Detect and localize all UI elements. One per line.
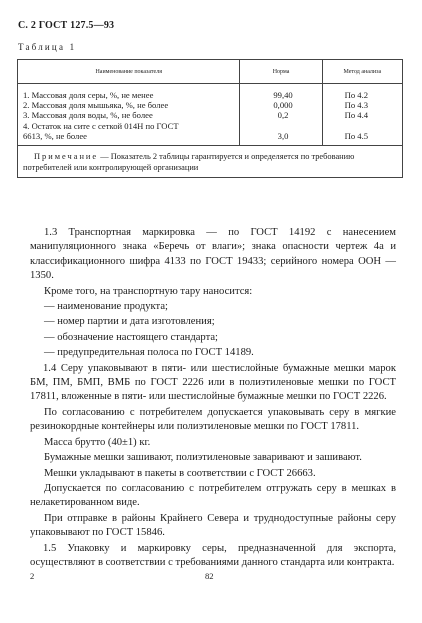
paragraph: Кроме того, на транспортную тару наносится: bbox=[44, 285, 253, 297]
indicator-name: 2. Массовая доля мышьяка, %, не более bbox=[23, 100, 169, 111]
footer-sheet-number: 82 bbox=[205, 571, 214, 581]
column-header-method: Метод анализа bbox=[322, 60, 402, 84]
list-item: — обозначение настоящего стандарта; bbox=[44, 331, 218, 343]
list-item: — номер партии и дата изготовления; bbox=[44, 316, 215, 328]
page-header: С. 2 ГОСТ 127.5—93 bbox=[18, 20, 115, 31]
table-caption: Таблица 1 bbox=[18, 42, 77, 52]
table-body-row bbox=[18, 84, 403, 146]
paragraph: Масса брутто (40±1) кг. bbox=[44, 436, 151, 448]
methods-cell bbox=[322, 84, 402, 146]
indicator-name: 6613, %, не более bbox=[23, 130, 87, 141]
method-value: По 4.5 bbox=[344, 130, 369, 141]
indicator-name: 1. Массовая доля серы, %, не менее bbox=[23, 90, 154, 100]
paragraph: 1.4 Серу упаковывают в пяти- или шестислойные бумажные мешки марок БМ, ПМ, БМП, ВМБ по ГОСТ 2226 или в полиэтиленовые мешки по ГОСТ 17811, вложенные в пяти- или шестислойные бумажные мешки по ГОСТ 2226. bbox=[30, 362, 396, 403]
list-item: — наименование продукта; bbox=[44, 301, 168, 313]
norm-value: 99,40 bbox=[273, 90, 293, 100]
note-label: Примечание bbox=[34, 152, 99, 162]
paragraph: По согласованию с потребителем допускается упаковывать серу в мягкие резинокордные контейнеры или полиэтиленовые мешки по ГОСТ 17811. bbox=[30, 406, 396, 433]
method-value: По 4.2 bbox=[344, 90, 369, 100]
indicator-name: 3. Массовая доля воды, %, не более bbox=[23, 110, 153, 121]
column-header-norm: Норма bbox=[240, 60, 322, 84]
paragraph: Бумажные мешки зашивают, полиэтиленовые заваривают и зашивают. bbox=[44, 452, 362, 464]
body-text bbox=[30, 226, 396, 571]
paragraph: 1.3 Транспортная маркировка — по ГОСТ 14192 с нанесением манипуляционного знака «Беречь от влаги»; знака опасности чертеж 4а и классификационного шифра 4133 по ГОСТ 19433; серийного номера ООН — 1350. bbox=[30, 227, 396, 282]
paragraph: Мешки укладывают в пакеты в соответствии с ГОСТ 26663. bbox=[44, 467, 316, 479]
table-note-row bbox=[18, 146, 403, 178]
paragraph: При отправке в районы Крайнего Севера и труднодоступные районы серу упаковывают по ГОСТ 15846. bbox=[30, 512, 396, 539]
table-header-row bbox=[18, 60, 403, 84]
footer-page-number: 2 bbox=[30, 571, 35, 581]
norms-cell bbox=[240, 84, 322, 146]
norm-value: 0,000 bbox=[273, 100, 293, 111]
norm-value: 0,2 bbox=[277, 110, 289, 121]
list-item: — предупредительная полоса по ГОСТ 14189. bbox=[44, 347, 254, 359]
method-value: По 4.4 bbox=[344, 110, 369, 121]
method-value: По 4.3 bbox=[344, 100, 369, 111]
indicator-names-cell bbox=[18, 84, 240, 146]
paragraph: 1.5 Упаковку и маркировку серы, предназначенной для экспорта, осуществляют в соответствии с требованиями данного стандарта или контракта. bbox=[30, 542, 396, 568]
note-text: — Показатель 2 таблицы гарантируется и определяется по требованию потребителей или контролирующей организации bbox=[23, 152, 355, 173]
column-header-name: Наименование показателя bbox=[18, 60, 240, 84]
indicator-name: 4. Остаток на сите с сеткой 014Н по ГОСТ bbox=[23, 120, 179, 131]
paragraph: Допускается по согласованию с потребителем отгружать серу в мешках в нелакетированном виде. bbox=[30, 482, 396, 509]
indicators-table bbox=[17, 59, 403, 178]
table-note bbox=[18, 146, 403, 178]
norm-value: 3,0 bbox=[277, 130, 289, 141]
